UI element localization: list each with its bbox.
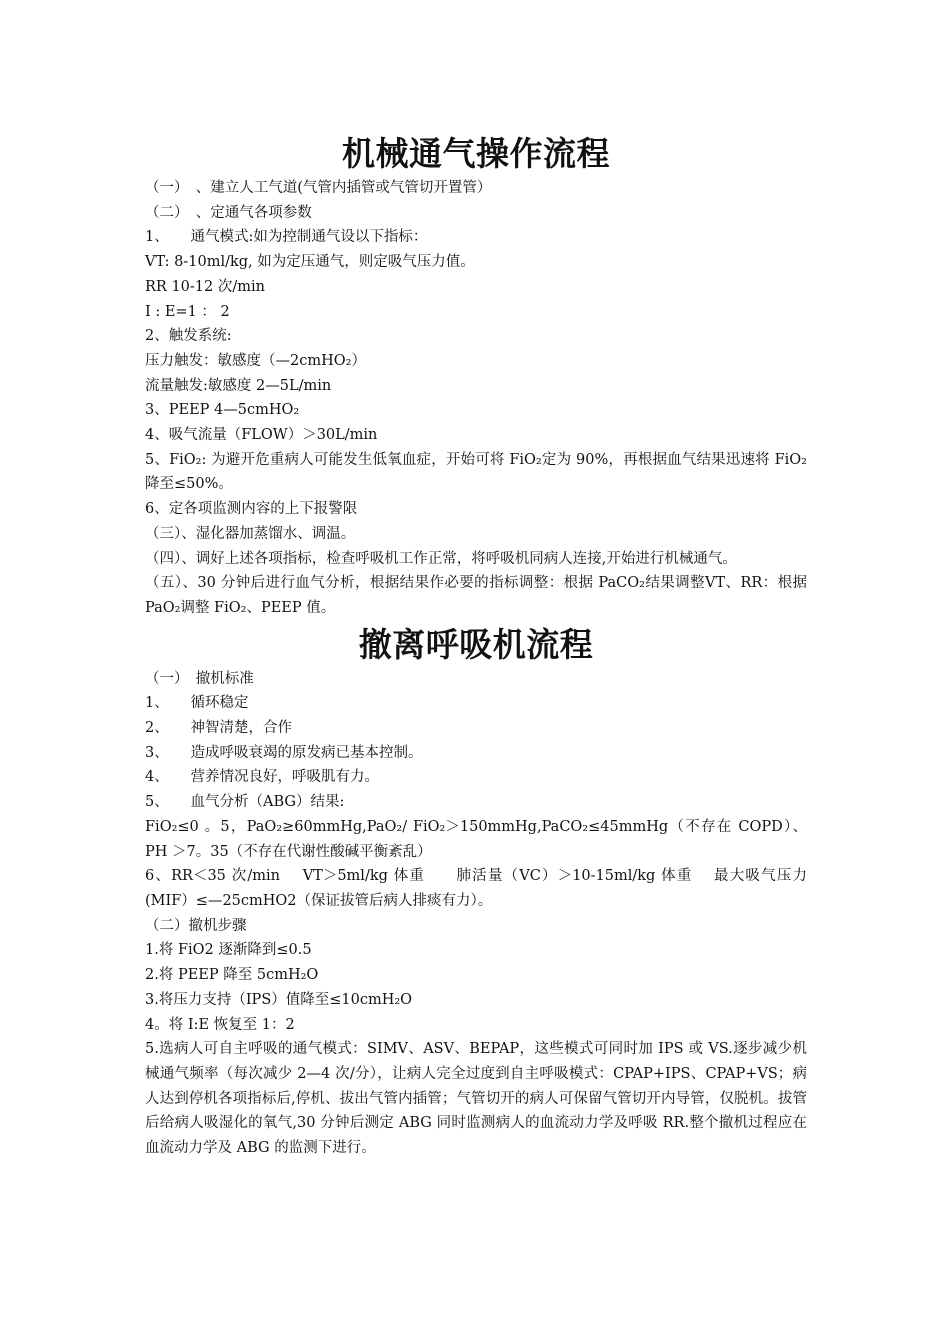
text-line: （二）撤机步骤 bbox=[145, 917, 247, 934]
text-line: 3.将压力支持（IPS）值降至≤10cmH₂O bbox=[145, 991, 413, 1008]
text-line: 3、PEEP 4—5cmHO₂ bbox=[145, 402, 300, 419]
text-line: 压力触发：敏感度（—2cmHO₂） bbox=[145, 352, 366, 369]
text-paragraph: FiO₂≤0 。5，PaO₂≥60mmHg,PaO₂/ FiO₂＞150mmHg,PaCO₂≤45mmHg（不存在 COPD）、PH ＞7。35（不存在代谢性酸碱平衡紊乱） bbox=[145, 818, 807, 860]
text-line: 3、 造成呼吸衰竭的原发病已基本控制。 bbox=[145, 744, 423, 761]
text-line: 6、定各项监测内容的上下报警限 bbox=[145, 501, 358, 518]
text-line: 1、 循环稳定 bbox=[145, 695, 249, 712]
section-title-weaning: 撤离呼吸机流程 bbox=[358, 624, 594, 664]
text-line: （一） 撤机标准 bbox=[145, 670, 254, 687]
text-line: 1、 通气模式:如为控制通气设以下指标： bbox=[145, 229, 428, 246]
text-paragraph: 6、RR＜35 次/min VT＞5ml/kg 体重 肺活量（VC）＞10-15ml/kg 体重 最大吸气压力(MIF）≤—25cmHO2（保证拔管后病人排痰有力）。 bbox=[145, 868, 807, 909]
text-line: （二） 、定通气各项参数 bbox=[145, 204, 312, 221]
document-content bbox=[145, 132, 807, 1161]
text-line: 4、 营养情况良好，呼吸肌有力。 bbox=[145, 769, 379, 786]
text-line: 4、吸气流量（FLOW）＞30L/min bbox=[145, 427, 378, 444]
text-line: 5、 血气分析（ABG）结果: bbox=[145, 794, 345, 811]
text-paragraph: 5、FiO₂: 为避开危重病人可能发生低氧血症，开始可将 FiO₂定为 90%，再根据血气结果迅速将 FiO₂降至≤50%。 bbox=[145, 451, 807, 493]
text-paragraph: （四）、调好上述各项指标，检查呼吸机工作正常，将呼吸机同病人连接,开始进行机械通气。 bbox=[145, 550, 737, 567]
text-line: 2、触发系统: bbox=[145, 328, 232, 345]
text-line: （一） 、建立人工气道(气管内插管或气管切开置管） bbox=[145, 180, 492, 196]
text-paragraph: 5.选病人可自主呼吸的通气模式：SIMV、ASV、BEPAP，这些模式可同时加 IPS 或 VS.逐步减少机械通气频率（每次减少 2—4 次/分），让病人完全过度到自主呼吸模式：CPAP+IPS、CPAP+VS；病人达到停机各项指标后,停机、拔出气管内插管；气管切开的病人可保留气管切开内导管，仅脱机。拔管后给病人吸湿化的氧气,30 分钟后测定 ABG 同时监测病人的血流动力学及呼吸 RR.整个撤机过程应在血流动力学及 ABG 的监测下进行。 bbox=[145, 1041, 807, 1157]
text-line: 流量触发:敏感度 2—5L/min bbox=[145, 377, 332, 394]
text-line: VT: 8-10ml/kg, 如为定压通气，则定吸气压力值。 bbox=[145, 254, 475, 271]
section-title-ventilation: 机械通气操作流程 bbox=[342, 134, 610, 173]
text-line: 2、 神智清楚，合作 bbox=[145, 720, 292, 737]
text-line: I : E=1 ： 2 bbox=[145, 303, 230, 320]
text-line: （三）、湿化器加蒸馏水、调温。 bbox=[145, 525, 356, 542]
text-line: 1.将 FiO2 逐渐降到≤0.5 bbox=[145, 942, 312, 959]
text-line: RR 10-12 次/min bbox=[145, 278, 265, 295]
text-line: 4。将 I:E 恢复至 1：2 bbox=[145, 1016, 295, 1033]
text-paragraph: （五）、30 分钟后进行血气分析，根据结果作必要的指标调整：根据 PaCO₂结果调整VT、RR：根据 PaO₂调整 FiO₂、PEEP 值。 bbox=[145, 575, 807, 616]
text-line: 2.将 PEEP 降至 5cmH₂O bbox=[145, 967, 319, 984]
